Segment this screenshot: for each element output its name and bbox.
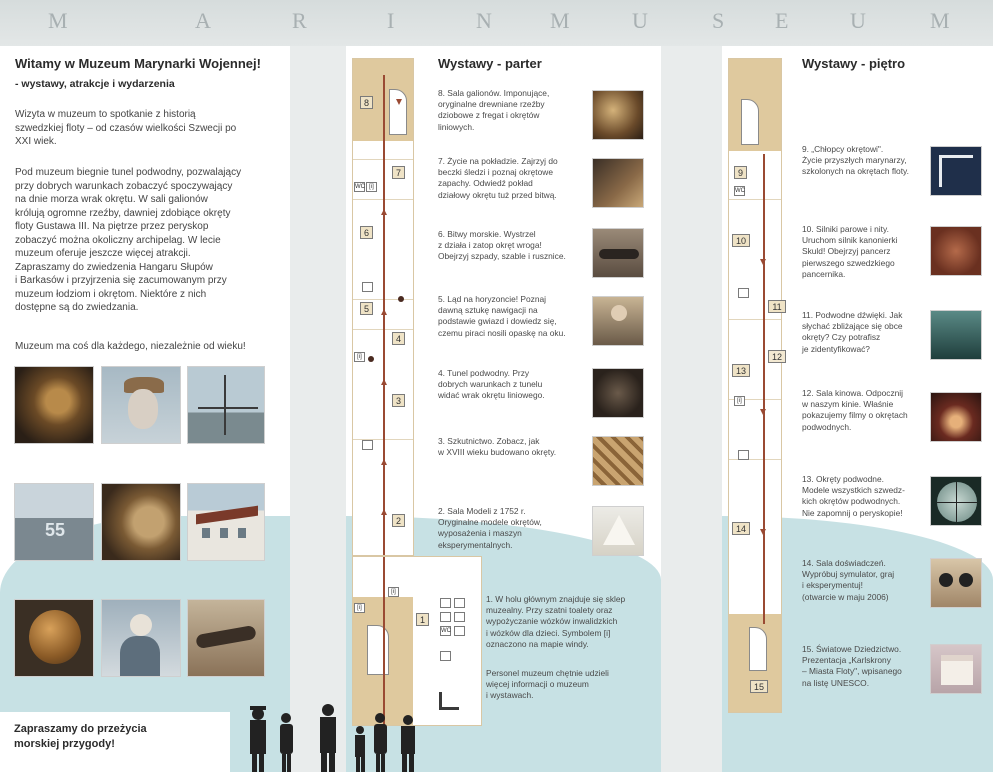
elevator-icon: [i] — [366, 182, 377, 192]
room-13-description: 13. Okręty podwodne. Modele wszystkich szwedz- kich okrętów podwodnych. Nie zapomnij o peryskopie! — [802, 474, 905, 518]
tunnel-paragraph: Pod muzeum biegnie tunel podwodny, pozwalający przy dobrych warunkach zobaczyć spoczywający na dnie morza wrak okrętu. W sali galionów królują ogromne rzeźby, dawniej zdobiące okręty floty Gustawa III. Na piętrze przez peryskop zobaczyć można okoliczny archipelag. W lecie muzeum oferuje jeszcze więcej atrakcji. Zapraszamy do zwiedzenia Hangaru Słupów i Barkasów i przyjrzenia się zacumowanym przy muzeum łodziom i okrętom. Niektóre z nich dostępne są do zwiedzania. — [15, 167, 242, 313]
photo-figurehead-hall — [592, 90, 644, 140]
wc-icon: WC — [355, 184, 365, 190]
welcome-title: Witamy w Muzeum Marynarki Wojennej! — [15, 56, 261, 71]
staff-note: Personel muzeum chętnie udzieli więcej informacji o muzeum i wystawach. — [486, 668, 609, 701]
photo-ship-model — [592, 506, 644, 556]
upper-floor-title: Wystawy - piętro — [802, 56, 906, 71]
header-letter: S — [712, 8, 725, 33]
right-panel — [722, 46, 993, 772]
room-marker-4: 4 — [392, 332, 405, 345]
header-letter: A — [195, 8, 211, 33]
room-15-description: 15. Światowe Dziedzictwo. Prezentacja „Karlskrony – Miasta Floty", wpisanego na listę UNESCO. — [802, 644, 902, 688]
room-marker-10: 10 — [732, 234, 750, 247]
phone-icon — [440, 612, 451, 622]
room-marker-9: 9 — [734, 166, 747, 179]
photo-rope — [101, 483, 181, 561]
header-letter: N — [476, 8, 492, 33]
photo-cannon — [187, 599, 265, 677]
accessible-icon — [440, 598, 451, 608]
photo-building — [187, 483, 265, 561]
header-letter: M — [930, 8, 950, 33]
wc-icon: WC — [441, 628, 451, 634]
periscope-dot-icon — [398, 296, 404, 302]
elevator-icon: [i] — [354, 603, 365, 613]
room-10-description: 10. Silniki parowe i nity. Uruchom silnik kanonierki Skuld! Obejrzyj pancerz pierwszego szwedzkiego pancernika. — [802, 224, 898, 279]
header-letter: M — [48, 8, 68, 33]
elevator-icon: [i] — [734, 396, 745, 406]
info-desk-icon — [440, 651, 451, 661]
room-marker-15: 15 — [750, 680, 768, 693]
photo-shipbuilding — [592, 436, 644, 486]
stairs-icon — [362, 282, 373, 292]
photo-figure — [101, 599, 181, 677]
room-6-description: 6. Bitwy morskie. Wystrzel z działa i zatop okręt wroga! Obejrzyj szpady, szable i rusznice. — [438, 229, 566, 262]
room-marker-3: 3 — [392, 394, 405, 407]
photo-binoculars — [930, 558, 982, 608]
entrance-description: 1. W holu głównym znajduje się sklep muzealny. Przy szatni toalety oraz wypożyczanie wózków inwalidzkich i wózków dla dzieci. Symbolem [i] oznaczono na mapie windy. — [486, 594, 626, 649]
header-letter: U — [632, 8, 648, 33]
room-marker-2: 2 — [392, 514, 405, 527]
room-marker-1: 1 — [416, 613, 429, 626]
photo-figurehead — [101, 366, 181, 444]
room-14-description: 14. Sala doświadczeń. Wypróbuj symulator, graj i eksperymentuj! (otwarcie w maju 2006) — [802, 558, 895, 602]
header-band — [0, 0, 993, 46]
room-11-description: 11. Podwodne dźwięki. Jak słychać zbliżające się obce okręty? Czy potrafisz je zidentyfikować? — [802, 310, 903, 354]
room-marker-12: 12 — [768, 350, 786, 363]
floor-plan-upper — [728, 58, 782, 713]
photo-heritage-gate — [930, 644, 982, 694]
intro-paragraph: Wizyta w muzeum to spotkanie z historią szwedzkiej floty – od czasów wielkości Szwecji po XXI wiek. — [15, 109, 237, 147]
stairs-icon — [738, 450, 749, 460]
photo-sailor-collar — [930, 146, 982, 196]
stairs-icon — [362, 440, 373, 450]
photo-warship: 55 — [14, 483, 94, 561]
room-3-description: 3. Szkutnictwo. Zobacz, jak w XVIII wieku budowano okręty. — [438, 436, 557, 458]
photo-compass — [14, 366, 94, 444]
photo-ship-rigging — [187, 366, 265, 444]
stairs-icon — [738, 288, 749, 298]
photo-naval-cannon — [592, 228, 644, 278]
photo-tunnel — [592, 368, 644, 418]
wardrobe-icon — [454, 612, 465, 622]
room-2-description: 2. Sala Modeli z 1752 r. Oryginalne modele okrętów, wyposażenia i maszyn eksperymentalnych. — [438, 506, 542, 550]
photo-ship-deck — [592, 158, 644, 208]
header-letter: M — [550, 8, 570, 33]
room-7-description: 7. Życie na pokładzie. Zajrzyj do beczki śledzi i poznaj okrętowe zapachy. Odwiedź pokład działowy okrętu tuż przed bitwą. — [438, 156, 558, 200]
ground-floor-title: Wystawy - parter — [438, 56, 542, 71]
header-letter: I — [387, 8, 395, 33]
room-12-description: 12. Sala kinowa. Odpocznij w naszym kinie. Właśnie pokazujemy filmy o okrętach podwodnych. — [802, 388, 908, 432]
left-panel — [0, 46, 290, 772]
photo-periscope-view — [930, 476, 982, 526]
tunnel-dot-icon — [368, 356, 374, 362]
header-letter: R — [292, 8, 307, 33]
room-9-description: 9. „Chłopcy okrętowi". Życie przyszłych marynarzy, szkolonych na okrętach floty. — [802, 144, 909, 177]
room-marker-14: 14 — [732, 522, 750, 535]
room-4-description: 4. Tunel podwodny. Przy dobrych warunkach z tunelu widać wrak okrętu liniowego. — [438, 368, 545, 401]
photo-cinema-lamp — [930, 392, 982, 442]
room-marker-6: 6 — [360, 226, 373, 239]
room-marker-7: 7 — [392, 166, 405, 179]
middle-panel — [346, 46, 661, 772]
tagline: Muzeum ma coś dla każdego, niezależnie od wieku! — [15, 341, 246, 352]
room-8-description: 8. Sala galionów. Imponujące, oryginalne drewniane rzeźby dziobowe z fregat i okrętów liniowych. — [438, 88, 550, 132]
stroller-icon — [454, 626, 465, 636]
photo-underwater — [930, 310, 982, 360]
wc-icon: WC — [735, 188, 745, 194]
room-marker-5: 5 — [360, 302, 373, 315]
room-marker-11: 11 — [768, 300, 786, 313]
room-5-description: 5. Ląd na horyzoncie! Poznaj dawną sztukę nawigacji na podstawie gwiazd i dowiedz się, czemu piraci nosili opaskę na oku. — [438, 294, 566, 338]
header-letter: U — [850, 8, 866, 33]
room-marker-13: 13 — [732, 364, 750, 377]
elevator-icon: [i] — [354, 352, 365, 362]
closing-note: Zapraszamy do przeżycia morskiej przygody! — [0, 712, 230, 772]
welcome-subtitle: - wystawy, atrakcje i wydarzenia — [15, 78, 175, 90]
photo-navigator — [592, 296, 644, 346]
family-silhouettes — [230, 700, 430, 772]
header-letter: E — [775, 8, 789, 33]
room-marker-8: 8 — [360, 96, 373, 109]
photo-steam-engine — [930, 226, 982, 276]
photo-diving-helmet — [14, 599, 94, 677]
info-icon — [454, 598, 465, 608]
elevator-icon: [i] — [388, 587, 399, 597]
